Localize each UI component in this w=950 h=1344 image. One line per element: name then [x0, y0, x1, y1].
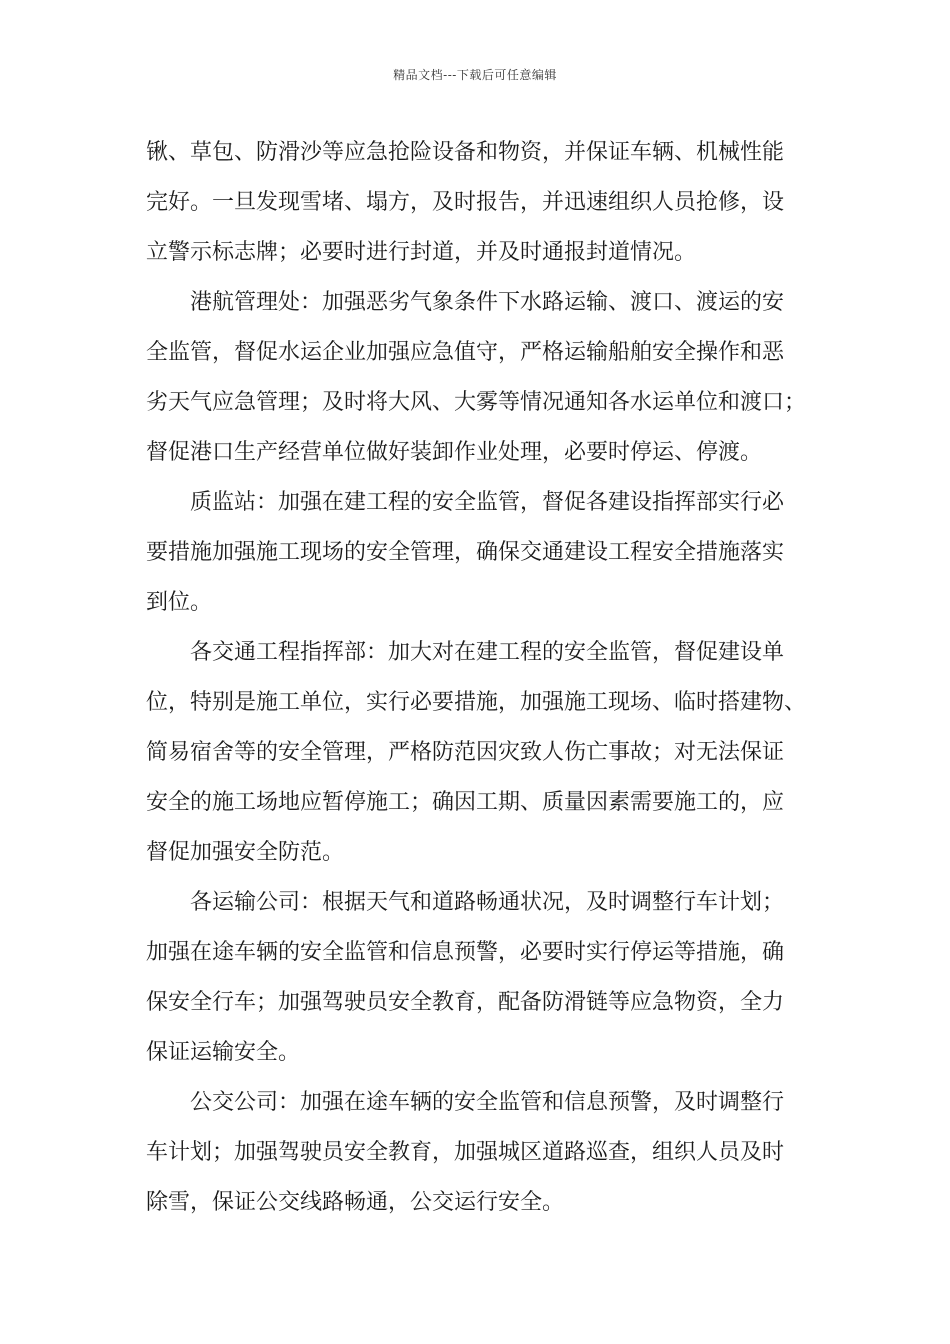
text-line: 加强在途车辆的安全监管和信息预警，必要时实行停运等措施，确 — [146, 940, 785, 965]
paragraph-port-navigation — [146, 278, 826, 478]
text-line: 督促加强安全防范。 — [146, 840, 345, 865]
text-line: 全监管，督促水运企业加强应急值守，严格运输船舶安全操作和恶 — [146, 340, 785, 365]
paragraph-quality-station — [146, 478, 826, 628]
text-line: 简易宿舍等的安全管理，严格防范因灾致人伤亡事故；对无法保证 — [146, 740, 785, 765]
text-line: 除雪，保证公交线路畅通，公交运行安全。 — [146, 1190, 565, 1215]
text-line: 各运输公司：根据天气和道路畅通状况，及时调整行车计划； — [190, 890, 785, 915]
text-line: 完好。一旦发现雪堵、塌方，及时报告，并迅速组织人员抢修，设 — [146, 190, 785, 215]
text-line: 质监站：加强在建工程的安全监管，督促各建设指挥部实行必 — [190, 490, 785, 515]
page-header: 精品文档---下载后可任意编辑 — [393, 68, 557, 82]
paragraph-road-maintenance — [146, 128, 826, 278]
text-line: 锹、草包、防滑沙等应急抢险设备和物资，并保证车辆、机械性能 — [146, 140, 785, 165]
text-line: 各交通工程指挥部：加大对在建工程的安全监管，督促建设单 — [190, 640, 785, 665]
text-line: 督促港口生产经营单位做好装卸作业处理，必要时停运、停渡。 — [146, 440, 763, 465]
text-line: 车计划；加强驾驶员安全教育，加强城区道路巡查，组织人员及时 — [146, 1140, 785, 1165]
text-line: 位，特别是施工单位，实行必要措施，加强施工现场、临时搭建物、 — [146, 690, 807, 715]
paragraph-engineering-command — [146, 628, 826, 878]
paragraph-bus-company — [146, 1078, 826, 1228]
text-line: 到位。 — [146, 590, 213, 615]
text-line: 保安全行车；加强驾驶员安全教育，配备防滑链等应急物资，全力 — [146, 990, 785, 1015]
text-line: 立警示标志牌；必要时进行封道，并及时通报封道情况。 — [146, 240, 697, 265]
text-line: 要措施加强施工现场的安全管理，确保交通建设工程安全措施落实 — [146, 540, 785, 565]
text-line: 劣天气应急管理；及时将大风、大雾等情况通知各水运单位和渡口； — [146, 390, 807, 415]
text-line: 安全的施工场地应暂停施工；确因工期、质量因素需要施工的，应 — [146, 790, 785, 815]
document-body — [146, 128, 826, 1228]
text-line: 公交公司：加强在途车辆的安全监管和信息预警，及时调整行 — [190, 1090, 785, 1115]
paragraph-transport-companies — [146, 878, 826, 1078]
text-line: 保证运输安全。 — [146, 1040, 301, 1065]
text-line: 港航管理处：加强恶劣气象条件下水路运输、渡口、渡运的安 — [190, 290, 785, 315]
